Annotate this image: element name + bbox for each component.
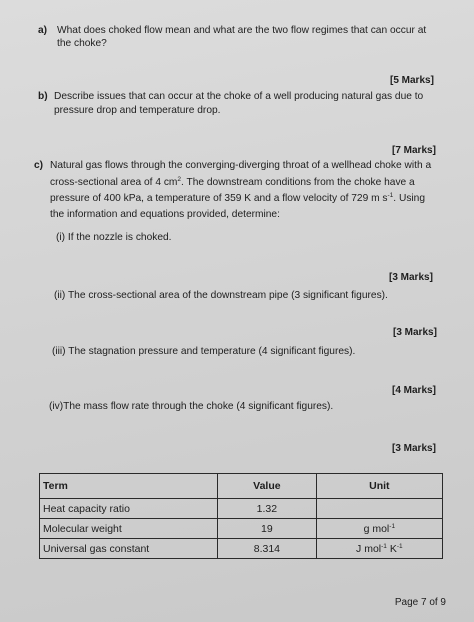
table-header-row: [40, 474, 443, 499]
question-c-line2-sup: 2: [177, 176, 182, 183]
question-c-line1: Natural gas flows through the converging-diverging throat of a wellhead choke with a: [50, 160, 432, 171]
question-b-line2: pressure drop and temperature drop.: [54, 105, 221, 116]
question-b-line1: Describe issues that can occur at the choke of a well producing natural gas due to: [54, 91, 424, 102]
question-c-line2-post: . The downstream conditions from the choke have a: [181, 177, 415, 188]
page-number: Page 7 of 9: [394, 597, 446, 608]
part-ii-marks: [3 Marks]: [393, 327, 437, 338]
part-ii-text: (ii) The cross-sectional area of the downstream pipe (3 significant figures).: [54, 290, 388, 301]
unit-sup: -1: [389, 522, 396, 530]
constants-table: [39, 473, 443, 559]
table-cell-value: 1.32: [218, 499, 317, 519]
table-cell-term: Heat capacity ratio: [40, 499, 218, 519]
question-c-line2: [50, 176, 415, 189]
question-c-line3-sup: -1: [387, 192, 394, 199]
unit-sup: -1: [381, 542, 387, 550]
part-i-marks: [3 Marks]: [389, 272, 433, 283]
table-cell-value: 8.314: [218, 539, 317, 559]
question-a-marks: [5 Marks]: [390, 75, 434, 86]
question-c-line3: [50, 192, 425, 205]
table-cell-unit: [316, 519, 442, 539]
table-cell-term: Molecular weight: [40, 519, 218, 539]
table-header-value: Value: [218, 474, 317, 499]
question-c-line4: the information and equations provided, determine:: [50, 209, 280, 220]
table-cell-unit: [316, 539, 442, 559]
part-iv-marks: [3 Marks]: [392, 443, 436, 454]
unit-sup-2: -1: [396, 542, 403, 550]
table-cell-term: Universal gas constant: [40, 539, 218, 559]
table-row: [40, 499, 443, 519]
part-iv-text: (iv)The mass flow rate through the choke (4 significant figures).: [49, 401, 334, 412]
table-row: [40, 519, 443, 539]
table-header-unit: Unit: [316, 474, 442, 499]
unit-base: g mol: [363, 522, 390, 535]
question-c-line3-pre: pressure of 400 kPa, a temperature of 359 K and a flow velocity of 729 m s: [50, 193, 388, 204]
question-c-line3-post: . Using: [393, 193, 426, 204]
question-b-marks: [7 Marks]: [392, 145, 436, 156]
question-c-label: c): [34, 160, 44, 171]
question-a-line1: What does choked flow mean and what are the two flow regimes that can occur at: [57, 25, 427, 36]
table-row: [40, 539, 443, 559]
part-iii-text: (iii) The stagnation pressure and temperature (4 significant figures).: [52, 346, 356, 357]
part-iii-marks: [4 Marks]: [392, 385, 436, 396]
question-c-line2-pre: cross-sectional area of 4 cm: [50, 177, 178, 188]
question-b-label: b): [38, 91, 48, 102]
part-i-text: (i) If the nozzle is choked.: [56, 232, 172, 243]
question-a-label: a): [38, 25, 48, 36]
table-cell-unit: [316, 499, 442, 519]
table-header-term: Term: [40, 474, 218, 499]
table-cell-value: 19: [218, 519, 317, 539]
unit-base-2: K: [386, 542, 397, 555]
unit-base: J mol: [356, 542, 382, 555]
question-a-line2: the choke?: [57, 38, 107, 49]
